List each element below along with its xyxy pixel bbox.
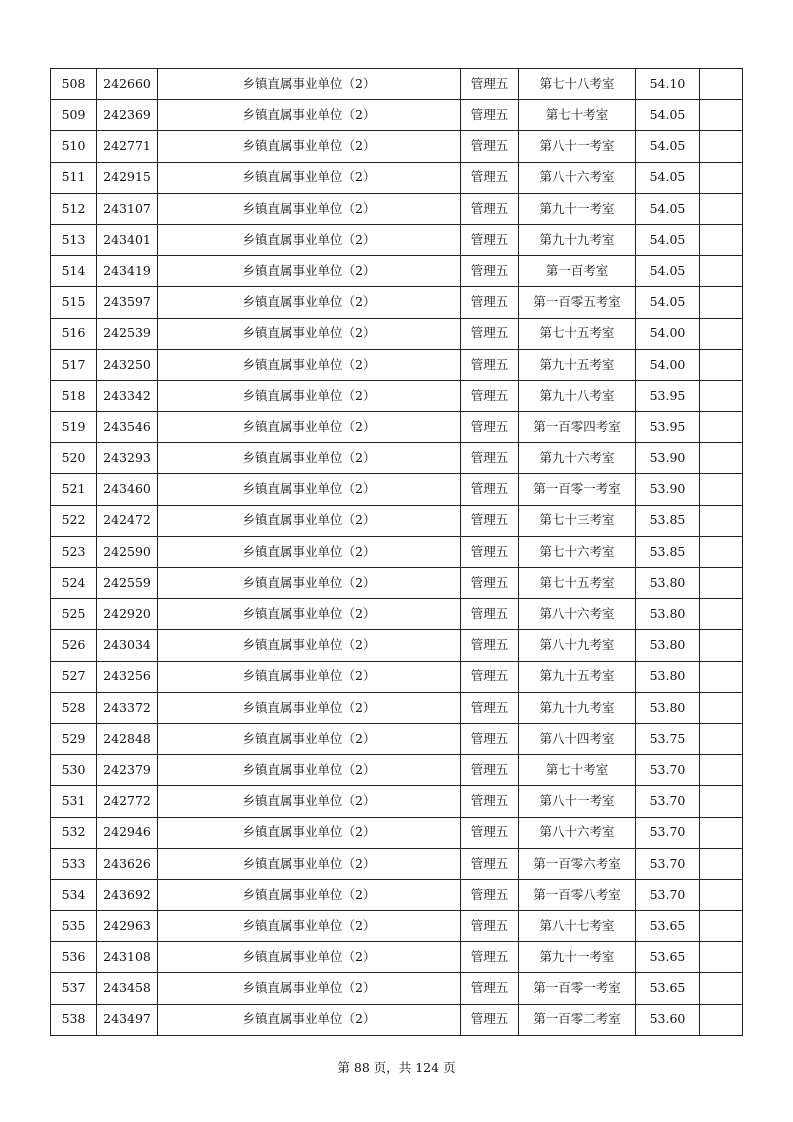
seq-cell: 534 xyxy=(51,879,97,910)
exam-id-cell: 243626 xyxy=(97,848,158,879)
exam-id-cell: 243293 xyxy=(97,443,158,474)
table-row xyxy=(51,848,743,879)
unit-cell: 乡镇直属事业单位（2） xyxy=(158,349,461,380)
post-cell: 管理五 xyxy=(461,69,519,100)
score-cell: 54.05 xyxy=(636,193,700,224)
table-row xyxy=(51,256,743,287)
score-cell: 53.60 xyxy=(636,1004,700,1035)
seq-cell: 529 xyxy=(51,723,97,754)
seq-cell: 516 xyxy=(51,318,97,349)
note-cell xyxy=(700,568,743,599)
unit-cell: 乡镇直属事业单位（2） xyxy=(158,723,461,754)
note-cell xyxy=(700,911,743,942)
seq-cell: 520 xyxy=(51,443,97,474)
note-cell xyxy=(700,786,743,817)
exam-id-cell: 242772 xyxy=(97,786,158,817)
unit-cell: 乡镇直属事业单位（2） xyxy=(158,131,461,162)
exam-room-cell: 第八十九考室 xyxy=(519,630,636,661)
seq-cell: 528 xyxy=(51,692,97,723)
post-cell: 管理五 xyxy=(461,287,519,318)
score-cell: 53.65 xyxy=(636,973,700,1004)
score-cell: 53.70 xyxy=(636,817,700,848)
unit-cell: 乡镇直属事业单位（2） xyxy=(158,755,461,786)
table-row xyxy=(51,162,743,193)
post-cell: 管理五 xyxy=(461,318,519,349)
table-row xyxy=(51,224,743,255)
results-sheet xyxy=(50,68,742,1036)
unit-cell: 乡镇直属事业单位（2） xyxy=(158,661,461,692)
exam-id-cell: 243250 xyxy=(97,349,158,380)
exam-room-cell: 第七十考室 xyxy=(519,755,636,786)
score-cell: 53.85 xyxy=(636,505,700,536)
unit-cell: 乡镇直属事业单位（2） xyxy=(158,100,461,131)
score-cell: 53.80 xyxy=(636,692,700,723)
post-cell: 管理五 xyxy=(461,536,519,567)
post-cell: 管理五 xyxy=(461,848,519,879)
unit-cell: 乡镇直属事业单位（2） xyxy=(158,817,461,848)
unit-cell: 乡镇直属事业单位（2） xyxy=(158,443,461,474)
seq-cell: 537 xyxy=(51,973,97,1004)
seq-cell: 521 xyxy=(51,474,97,505)
unit-cell: 乡镇直属事业单位（2） xyxy=(158,474,461,505)
note-cell xyxy=(700,193,743,224)
exam-id-cell: 242660 xyxy=(97,69,158,100)
exam-id-cell: 243034 xyxy=(97,630,158,661)
note-cell xyxy=(700,692,743,723)
exam-room-cell: 第一百零四考室 xyxy=(519,412,636,443)
note-cell xyxy=(700,661,743,692)
exam-id-cell: 243401 xyxy=(97,224,158,255)
score-cell: 53.70 xyxy=(636,848,700,879)
post-cell: 管理五 xyxy=(461,661,519,692)
table-row xyxy=(51,412,743,443)
exam-room-cell: 第一百考室 xyxy=(519,256,636,287)
note-cell xyxy=(700,599,743,630)
exam-id-cell: 243546 xyxy=(97,412,158,443)
note-cell xyxy=(700,505,743,536)
post-cell: 管理五 xyxy=(461,692,519,723)
post-cell: 管理五 xyxy=(461,723,519,754)
note-cell xyxy=(700,723,743,754)
score-cell: 53.65 xyxy=(636,911,700,942)
unit-cell: 乡镇直属事业单位（2） xyxy=(158,380,461,411)
table-row xyxy=(51,786,743,817)
table-row xyxy=(51,131,743,162)
note-cell xyxy=(700,380,743,411)
exam-room-cell: 第一百零一考室 xyxy=(519,973,636,1004)
exam-room-cell: 第一百零一考室 xyxy=(519,474,636,505)
exam-id-cell: 242771 xyxy=(97,131,158,162)
table-row xyxy=(51,973,743,1004)
unit-cell: 乡镇直属事业单位（2） xyxy=(158,942,461,973)
post-cell: 管理五 xyxy=(461,193,519,224)
post-cell: 管理五 xyxy=(461,1004,519,1035)
table-row xyxy=(51,723,743,754)
post-cell: 管理五 xyxy=(461,599,519,630)
unit-cell: 乡镇直属事业单位（2） xyxy=(158,536,461,567)
note-cell xyxy=(700,287,743,318)
unit-cell: 乡镇直属事业单位（2） xyxy=(158,692,461,723)
score-cell: 54.05 xyxy=(636,131,700,162)
exam-room-cell: 第九十九考室 xyxy=(519,224,636,255)
seq-cell: 525 xyxy=(51,599,97,630)
results-table xyxy=(50,68,743,1036)
post-cell: 管理五 xyxy=(461,786,519,817)
exam-id-cell: 243497 xyxy=(97,1004,158,1035)
exam-room-cell: 第九十一考室 xyxy=(519,193,636,224)
post-cell: 管理五 xyxy=(461,224,519,255)
seq-cell: 509 xyxy=(51,100,97,131)
score-cell: 53.85 xyxy=(636,536,700,567)
table-row xyxy=(51,505,743,536)
table-row xyxy=(51,380,743,411)
table-row xyxy=(51,193,743,224)
score-cell: 54.00 xyxy=(636,318,700,349)
exam-room-cell: 第八十一考室 xyxy=(519,131,636,162)
exam-id-cell: 243597 xyxy=(97,287,158,318)
exam-room-cell: 第八十六考室 xyxy=(519,162,636,193)
exam-id-cell: 243419 xyxy=(97,256,158,287)
exam-id-cell: 242963 xyxy=(97,911,158,942)
score-cell: 54.05 xyxy=(636,162,700,193)
note-cell xyxy=(700,848,743,879)
note-cell xyxy=(700,131,743,162)
score-cell: 53.70 xyxy=(636,879,700,910)
note-cell xyxy=(700,412,743,443)
exam-id-cell: 243107 xyxy=(97,193,158,224)
exam-room-cell: 第八十六考室 xyxy=(519,599,636,630)
table-row xyxy=(51,568,743,599)
note-cell xyxy=(700,1004,743,1035)
exam-room-cell: 第一百零八考室 xyxy=(519,879,636,910)
score-cell: 53.95 xyxy=(636,412,700,443)
unit-cell: 乡镇直属事业单位（2） xyxy=(158,256,461,287)
exam-id-cell: 243692 xyxy=(97,879,158,910)
exam-id-cell: 242369 xyxy=(97,100,158,131)
post-cell: 管理五 xyxy=(461,349,519,380)
score-cell: 53.70 xyxy=(636,755,700,786)
score-cell: 53.90 xyxy=(636,474,700,505)
exam-room-cell: 第八十七考室 xyxy=(519,911,636,942)
exam-id-cell: 242379 xyxy=(97,755,158,786)
post-cell: 管理五 xyxy=(461,443,519,474)
score-cell: 54.00 xyxy=(636,349,700,380)
seq-cell: 508 xyxy=(51,69,97,100)
seq-cell: 513 xyxy=(51,224,97,255)
note-cell xyxy=(700,536,743,567)
score-cell: 53.75 xyxy=(636,723,700,754)
exam-room-cell: 第一百零五考室 xyxy=(519,287,636,318)
exam-room-cell: 第九十六考室 xyxy=(519,443,636,474)
note-cell xyxy=(700,224,743,255)
note-cell xyxy=(700,69,743,100)
note-cell xyxy=(700,349,743,380)
table-row xyxy=(51,599,743,630)
unit-cell: 乡镇直属事业单位（2） xyxy=(158,412,461,443)
seq-cell: 524 xyxy=(51,568,97,599)
note-cell xyxy=(700,755,743,786)
unit-cell: 乡镇直属事业单位（2） xyxy=(158,162,461,193)
table-row xyxy=(51,318,743,349)
note-cell xyxy=(700,942,743,973)
table-row xyxy=(51,630,743,661)
unit-cell: 乡镇直属事业单位（2） xyxy=(158,224,461,255)
exam-id-cell: 243458 xyxy=(97,973,158,1004)
exam-id-cell: 242915 xyxy=(97,162,158,193)
score-cell: 54.10 xyxy=(636,69,700,100)
post-cell: 管理五 xyxy=(461,412,519,443)
exam-id-cell: 242559 xyxy=(97,568,158,599)
exam-id-cell: 242946 xyxy=(97,817,158,848)
note-cell xyxy=(700,162,743,193)
table-row xyxy=(51,692,743,723)
table-row xyxy=(51,100,743,131)
seq-cell: 515 xyxy=(51,287,97,318)
post-cell: 管理五 xyxy=(461,256,519,287)
post-cell: 管理五 xyxy=(461,817,519,848)
table-row xyxy=(51,1004,743,1035)
exam-id-cell: 242539 xyxy=(97,318,158,349)
post-cell: 管理五 xyxy=(461,162,519,193)
unit-cell: 乡镇直属事业单位（2） xyxy=(158,630,461,661)
post-cell: 管理五 xyxy=(461,100,519,131)
post-cell: 管理五 xyxy=(461,942,519,973)
post-cell: 管理五 xyxy=(461,879,519,910)
seq-cell: 538 xyxy=(51,1004,97,1035)
table-row xyxy=(51,911,743,942)
exam-id-cell: 243108 xyxy=(97,942,158,973)
exam-id-cell: 242590 xyxy=(97,536,158,567)
exam-room-cell: 第九十一考室 xyxy=(519,942,636,973)
seq-cell: 522 xyxy=(51,505,97,536)
seq-cell: 533 xyxy=(51,848,97,879)
note-cell xyxy=(700,879,743,910)
exam-room-cell: 第七十五考室 xyxy=(519,568,636,599)
unit-cell: 乡镇直属事业单位（2） xyxy=(158,973,461,1004)
exam-room-cell: 第九十八考室 xyxy=(519,380,636,411)
exam-room-cell: 第七十五考室 xyxy=(519,318,636,349)
post-cell: 管理五 xyxy=(461,505,519,536)
note-cell xyxy=(700,817,743,848)
post-cell: 管理五 xyxy=(461,755,519,786)
post-cell: 管理五 xyxy=(461,568,519,599)
note-cell xyxy=(700,630,743,661)
seq-cell: 517 xyxy=(51,349,97,380)
table-row xyxy=(51,474,743,505)
table-row xyxy=(51,536,743,567)
unit-cell: 乡镇直属事业单位（2） xyxy=(158,69,461,100)
score-cell: 54.05 xyxy=(636,100,700,131)
post-cell: 管理五 xyxy=(461,630,519,661)
seq-cell: 511 xyxy=(51,162,97,193)
exam-room-cell: 第八十一考室 xyxy=(519,786,636,817)
table-row xyxy=(51,443,743,474)
seq-cell: 536 xyxy=(51,942,97,973)
seq-cell: 535 xyxy=(51,911,97,942)
seq-cell: 531 xyxy=(51,786,97,817)
table-row xyxy=(51,287,743,318)
unit-cell: 乡镇直属事业单位（2） xyxy=(158,911,461,942)
exam-room-cell: 第七十考室 xyxy=(519,100,636,131)
unit-cell: 乡镇直属事业单位（2） xyxy=(158,193,461,224)
table-row xyxy=(51,69,743,100)
exam-room-cell: 第七十三考室 xyxy=(519,505,636,536)
unit-cell: 乡镇直属事业单位（2） xyxy=(158,505,461,536)
results-table-body xyxy=(51,69,743,1036)
note-cell xyxy=(700,256,743,287)
note-cell xyxy=(700,474,743,505)
note-cell xyxy=(700,973,743,1004)
unit-cell: 乡镇直属事业单位（2） xyxy=(158,1004,461,1035)
unit-cell: 乡镇直属事业单位（2） xyxy=(158,786,461,817)
seq-cell: 512 xyxy=(51,193,97,224)
exam-id-cell: 242472 xyxy=(97,505,158,536)
score-cell: 53.95 xyxy=(636,380,700,411)
exam-room-cell: 第九十九考室 xyxy=(519,692,636,723)
unit-cell: 乡镇直属事业单位（2） xyxy=(158,848,461,879)
seq-cell: 514 xyxy=(51,256,97,287)
unit-cell: 乡镇直属事业单位（2） xyxy=(158,879,461,910)
exam-room-cell: 第九十五考室 xyxy=(519,349,636,380)
exam-room-cell: 第八十六考室 xyxy=(519,817,636,848)
exam-id-cell: 243342 xyxy=(97,380,158,411)
exam-room-cell: 第七十六考室 xyxy=(519,536,636,567)
seq-cell: 523 xyxy=(51,536,97,567)
post-cell: 管理五 xyxy=(461,131,519,162)
exam-room-cell: 第一百零二考室 xyxy=(519,1004,636,1035)
post-cell: 管理五 xyxy=(461,474,519,505)
note-cell xyxy=(700,318,743,349)
score-cell: 53.80 xyxy=(636,630,700,661)
exam-id-cell: 242920 xyxy=(97,599,158,630)
score-cell: 54.05 xyxy=(636,287,700,318)
table-row xyxy=(51,817,743,848)
unit-cell: 乡镇直属事业单位（2） xyxy=(158,318,461,349)
exam-id-cell: 243256 xyxy=(97,661,158,692)
table-row xyxy=(51,879,743,910)
unit-cell: 乡镇直属事业单位（2） xyxy=(158,568,461,599)
table-row xyxy=(51,942,743,973)
table-row xyxy=(51,661,743,692)
table-row xyxy=(51,349,743,380)
exam-room-cell: 第九十五考室 xyxy=(519,661,636,692)
score-cell: 54.05 xyxy=(636,224,700,255)
page-footer: 第 88 页，共 124 页 xyxy=(337,1060,456,1075)
note-cell xyxy=(700,100,743,131)
seq-cell: 510 xyxy=(51,131,97,162)
seq-cell: 526 xyxy=(51,630,97,661)
exam-room-cell: 第八十四考室 xyxy=(519,723,636,754)
seq-cell: 519 xyxy=(51,412,97,443)
seq-cell: 530 xyxy=(51,755,97,786)
post-cell: 管理五 xyxy=(461,380,519,411)
post-cell: 管理五 xyxy=(461,973,519,1004)
score-cell: 53.80 xyxy=(636,568,700,599)
unit-cell: 乡镇直属事业单位（2） xyxy=(158,287,461,318)
note-cell xyxy=(700,443,743,474)
seq-cell: 518 xyxy=(51,380,97,411)
post-cell: 管理五 xyxy=(461,911,519,942)
exam-id-cell: 243460 xyxy=(97,474,158,505)
seq-cell: 532 xyxy=(51,817,97,848)
seq-cell: 527 xyxy=(51,661,97,692)
score-cell: 53.65 xyxy=(636,942,700,973)
score-cell: 53.80 xyxy=(636,661,700,692)
exam-id-cell: 243372 xyxy=(97,692,158,723)
score-cell: 53.90 xyxy=(636,443,700,474)
exam-id-cell: 242848 xyxy=(97,723,158,754)
exam-room-cell: 第一百零六考室 xyxy=(519,848,636,879)
table-row xyxy=(51,755,743,786)
exam-room-cell: 第七十八考室 xyxy=(519,69,636,100)
score-cell: 54.05 xyxy=(636,256,700,287)
unit-cell: 乡镇直属事业单位（2） xyxy=(158,599,461,630)
score-cell: 53.70 xyxy=(636,786,700,817)
score-cell: 53.80 xyxy=(636,599,700,630)
